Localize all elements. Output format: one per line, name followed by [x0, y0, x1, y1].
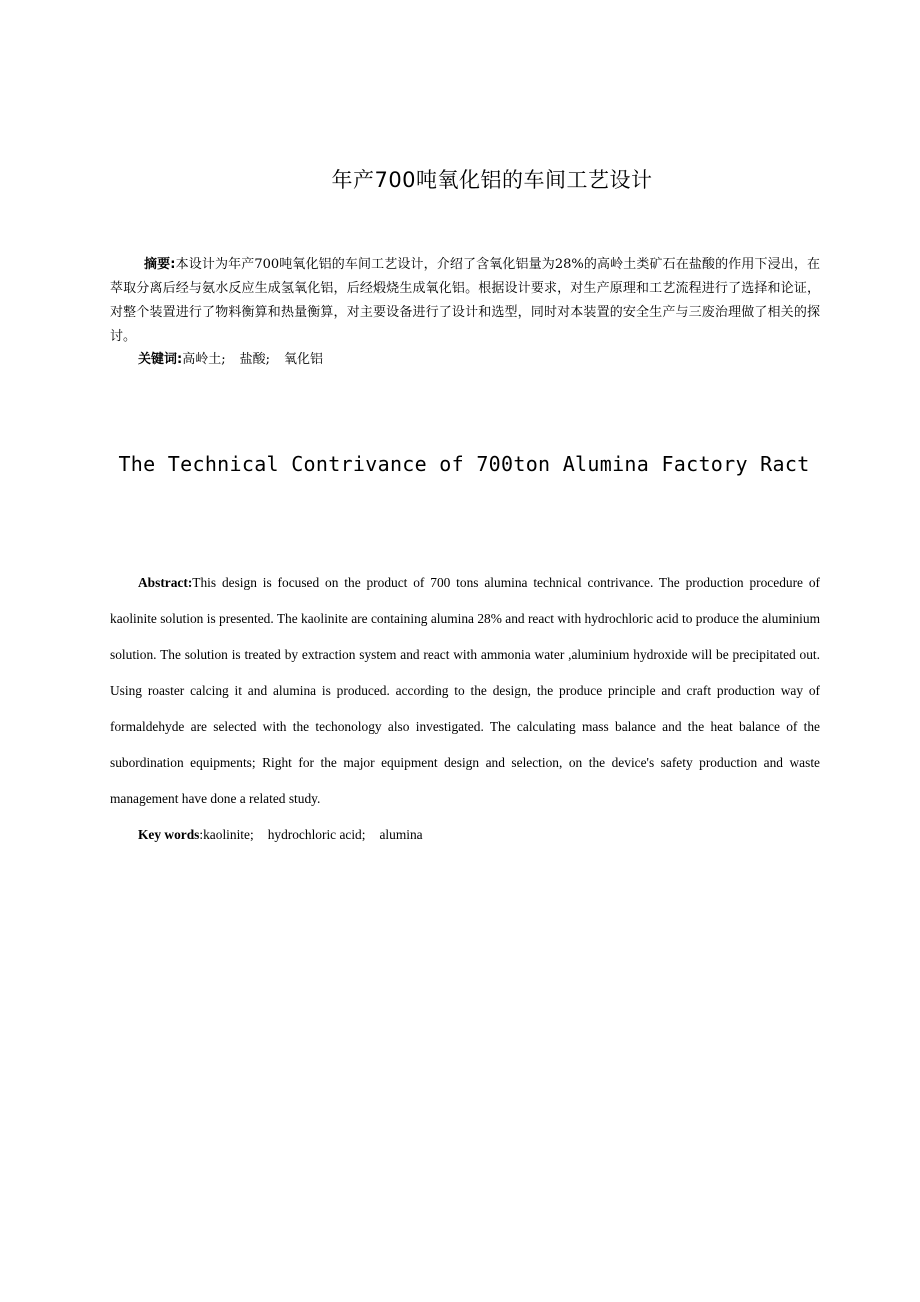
chinese-keywords — [138, 348, 818, 372]
english-abstract-label: Abstract: — [138, 575, 193, 590]
chinese-abstract-label: 摘要: — [144, 257, 176, 272]
chinese-abstract-text: 本设计为年产700吨氧化铝的车间工艺设计，介绍了含氧化铝量为28%的高岭土类矿石在盐酸的作用下浸出，在萃取分离后经与氨水反应生成氢氧化铝，后经煅烧生成氧化铝。根据设计要求，对生产原理和工艺流程进行了选择和论证，对整个装置进行了物料衡算和热量衡算，对主要设备进行了设计和选型，同时对本装置的安全生产与三废治理做了相关的探讨。 — [110, 257, 820, 344]
chinese-keywords-label: 关键词: — [138, 352, 183, 367]
english-abstract — [110, 565, 820, 817]
english-keyword: hydrochloric acid; — [267, 827, 366, 842]
english-keyword: kaolinite; — [203, 827, 254, 842]
chinese-keyword: 氧化铝 — [283, 352, 323, 367]
english-keywords-label: Key words — [138, 827, 200, 842]
chinese-keyword: 盐酸; — [239, 352, 270, 367]
english-abstract-text: This design is focused on the product of 700 tons alumina technical contrivance. The production procedure of kaolinite solution is presented. The kaolinite are containing alumina 28% and react with hydrochloric acid to produce the aluminium solution. The solution is treated by extraction system and react with ammonia water ,aluminium hydroxide will be precipitated out. Using roaster calcing it and alumina is produced. according to the design, the produce principle and craft production way of formaldehyde are selected with the techonology also investigated. The calculating mass balance and the heat balance of the subordination equipments; Right for the major equipment design and selection, on the device's safety production and waste management have done a related study. — [110, 575, 820, 806]
chinese-abstract — [110, 253, 820, 349]
chinese-title: 年产700吨氧化铝的车间工艺设计 — [331, 168, 653, 192]
chinese-keyword: 高岭土; — [182, 352, 226, 367]
english-title: The Technical Contrivance of 700ton Alumina Factory Ract — [118, 452, 810, 476]
english-keywords — [138, 817, 818, 853]
english-keywords-separator: : — [199, 827, 204, 842]
english-keyword: alumina — [379, 827, 423, 842]
